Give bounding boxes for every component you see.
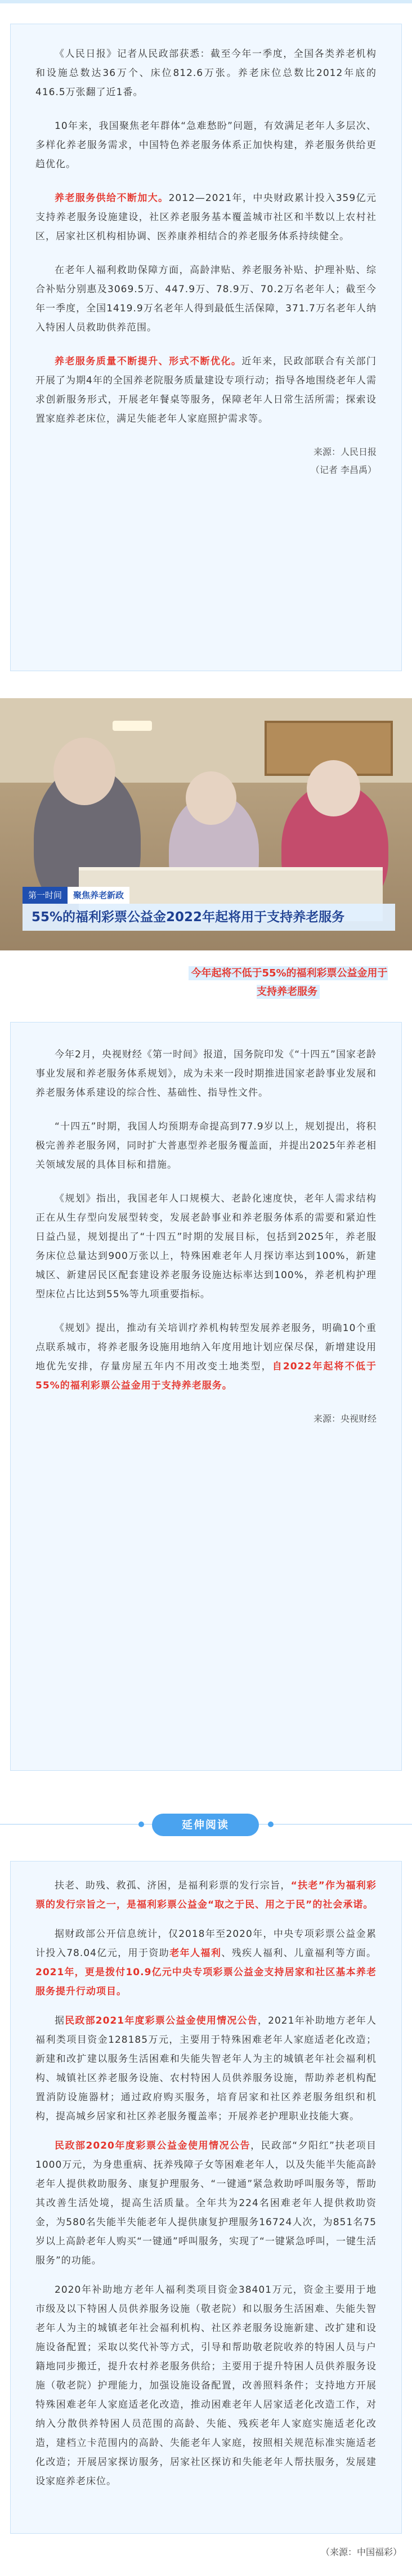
paragraph-text: 10年来，我国聚焦老年群体“急难愁盼”问题，有效满足老年人多层次、多样化养老服务需求，中国特色养老服务体系正加快构建，养老服务供给更趋优化。 bbox=[35, 120, 377, 170]
paragraph-text: ，民政部“夕阳红”扶老项目1000万元，为身患重病、抚养残障子女等困难老年人，以及失能半失能高龄老年人提供救助服务、康复护理服务、“一键通”紧急救助呼叫服务等，帮助其改善生活处境，提高生活质量。全年共为224名困难老年人提供救助资金，为580名失能半失能老年人提供康复护理服务16724人次，为851名75岁以上高龄老年人购买“一键通”呼叫服务，实现了“一键紧急呼叫，一键生活服务”的功能。 bbox=[35, 2140, 377, 2266]
paragraph bbox=[35, 2136, 377, 2270]
paragraph-text: 在老年人福利救助保障方面，高龄津贴、养老服务补贴、护理补贴、综合补贴分别惠及3069.5万、447.9万、78.9万、70.2万名老年人；截至今年一季度，全国1419.9万名老年人得到最低生活保障，371.7万名老年人纳入特困人员救助供养范围。 bbox=[35, 265, 377, 333]
footer-source: （来源：中国福彩） bbox=[320, 2547, 402, 2557]
paragraph-text: 、残疾人福利、儿童福利等方面。 bbox=[221, 1948, 377, 1959]
tv-topic-badge: 聚焦养老新政 bbox=[68, 887, 129, 904]
source-line: 来源：央视财经 bbox=[313, 1413, 377, 1424]
highlight-text: 民政部2020年度彩票公益金使用情况公告 bbox=[55, 2140, 251, 2151]
highlight-text: 老年人福利 bbox=[169, 1948, 222, 1959]
section-subtitle bbox=[186, 964, 391, 1001]
photo-person-head bbox=[307, 760, 360, 816]
tv-caption: 55%的福利彩票公益金2022年起将用于支持养老服务 bbox=[23, 904, 395, 931]
extended-reading-tag: 延伸阅读 bbox=[152, 1814, 259, 1836]
tv-program-badge: 第一时间 bbox=[23, 887, 68, 904]
section-card-extended bbox=[10, 1861, 402, 2534]
paragraph: 《规划》指出，我国老年人口规模大、老龄化速度快，老年人需求结构正在从生存型向发展型转变，发展老龄事业和养老服务体系的需要和紧迫性日益凸显，规划提出了“十四五”时期的发展目标，包括到2025年，养老服务床位总量达到900万张以上，特殊困难老年人月探访率达到100%，新建城区、新建居民区配套建设养老服务设施达标率达到100%，养老机构护理型床位占比达到55%等九项重要指标。 bbox=[35, 1193, 377, 1300]
paragraph bbox=[35, 1319, 377, 1395]
paragraph bbox=[35, 117, 377, 174]
highlight-text: 养老服务供给不断加大。 bbox=[55, 193, 169, 204]
paragraph bbox=[35, 261, 377, 337]
paragraph-text: 据 bbox=[55, 2015, 65, 2026]
paragraph-text: 《人民日报》记者从民政部获悉：截至今年一季度，全国各类养老机构和设施总数达36万个、床位812.6万张。养老床位总数比2012年底的416.5万张翻了近1番。 bbox=[35, 48, 377, 98]
subtitle-text: 今年起将不低于55%的福利彩票公益金用于支持养老服务 bbox=[189, 966, 387, 999]
highlight-text: 2021年，更是拨付10.9亿元中央专项彩票公益金支持居家和社区基本养老服务提升行动项目。 bbox=[35, 1967, 377, 1997]
paragraph-text: 据财政部公开信息统计，仅2018年至2020年，中央专项彩票公益金累计投入78.04亿元，用于资助 bbox=[35, 1928, 377, 1959]
paragraph bbox=[35, 1925, 377, 2001]
paragraph bbox=[35, 352, 377, 428]
divider-dot bbox=[138, 1821, 144, 1827]
news-photo bbox=[0, 698, 412, 950]
section-card-people-daily bbox=[10, 24, 402, 671]
tv-badge-row bbox=[23, 887, 129, 904]
source-line: 来源：人民日报 bbox=[313, 447, 377, 457]
divider-dot bbox=[268, 1821, 274, 1827]
photo-person-head bbox=[186, 771, 236, 825]
paragraph bbox=[35, 44, 377, 102]
paragraph-text: ，2021年补助地方老年人福利类项目资金128185万元，主要用于特殊困难老年人家庭适老化改造；新建和改扩建以服务生活困难和失能失智老年人为主的城镇老年社会福利机构、城镇社区养老服务设施、农村特困人员供养服务设施，帮助养老机构配置消防设施器材；通过政府购买服务，培育居家和社区养老服务组织和机构，提高城乡居家和社区养老服务覆盖率；开展养老护理职业技能大赛。 bbox=[35, 2015, 377, 2122]
paragraph: 2020年补助地方老年人福利类项目资金38401万元，资金主要用于地市级及以下特困人员供养服务设施（敬老院）和以服务生活困难、失能失智老年人为主的城镇老年社会福利机构、社区养老服务设施新建、改扩建和设施设备配置；采取以奖代补等方式，引导和帮助敬老院收养的特困人员与户籍地同步搬迁，提升农村养老服务供给；主要用于提升特困人员供养服务设施（敬老院）护理能力，加强设施设备配置，改善照料条件；支持地方开展特殊困难老年人家庭适老化改造，推动困难老年人居家适老化改造工作，对纳入分散供养特困人员范围的高龄、失能、残疾老年人家庭实施适老化改造，建档立卡范围内的高龄、失能老年人家庭，按照相关规范标准实施适老化改造；开展居家探访服务，居家社区探访和失能老年人帮扶服务，发展建设家庭养老床位。 bbox=[35, 2284, 377, 2487]
highlight-text: 自2022年起将不低于55%的福利彩票公益金用于支持养老服务。 bbox=[35, 1361, 377, 1391]
reporter-line: （记者 李昌禹） bbox=[310, 465, 377, 475]
paragraph-text: 《规划》提出，推动有关培训疗养机构转型发展养老服务，明确10个重点联系城市，将养老服务设施用地纳入年度用地计划应保尽保，新增建设用地优先安排，存量房屋五年内不用改变土地类型， bbox=[35, 1323, 377, 1372]
paragraph-text: 2012—2021年，中央财政累计投入359亿元支持养老服务设施建设，社区养老服务基本覆盖城市社区和半数以上农村社区，居家社区机构相协调、医养康养相结合的养老服务体系持续健全。 bbox=[35, 193, 377, 242]
extended-reading-divider bbox=[0, 1799, 412, 1850]
top-stripe bbox=[0, 0, 412, 3]
paragraph bbox=[35, 2011, 377, 2126]
photo-person-head bbox=[53, 738, 115, 805]
paragraph bbox=[35, 1876, 377, 1914]
section-card-cctv bbox=[10, 1022, 402, 1771]
highlight-text: 养老服务质量不断提升、形式不断优化。 bbox=[55, 356, 242, 367]
paragraph-text: 扶老、助残、救孤、济困，是福利彩票的发行宗旨， bbox=[55, 1880, 291, 1891]
paragraph bbox=[35, 189, 377, 246]
paragraph-text: 近年来，民政部联合有关部门开展了为期4年的全国养老院服务质量建设专项行动；指导各地围绕老年人需求创新服务形式，开展老年餐桌等服务，保障老年人日常生活所需；探索设置家庭养老床位，满足失能老年人家庭照护需求等。 bbox=[35, 356, 377, 425]
highlight-text: “扶老”作为福利彩票的发行宗旨之一，是福利彩票公益金“取之于民、用之于民”的社会承诺。 bbox=[35, 1880, 377, 1910]
paragraph: “十四五”时期，我国人均预期寿命提高到77.9岁以上，规划提出，将积极完善养老服务网，同时扩大普惠型养老服务覆盖面，并提出2025年养老相关领域发展的具体目标和措施。 bbox=[35, 1121, 377, 1171]
photo-lamp bbox=[113, 721, 152, 731]
highlight-text: 民政部2021年度彩票公益金使用情况公告 bbox=[65, 2015, 258, 2026]
paragraph: 今年2月，央视财经《第一时间》报道，国务院印发《“十四五”国家老龄事业发展和养老服务体系规划》，成为未来一段时期推进国家老龄事业发展和养老服务体系建设的综合性、基础性、指导性文件。 bbox=[35, 1049, 377, 1099]
